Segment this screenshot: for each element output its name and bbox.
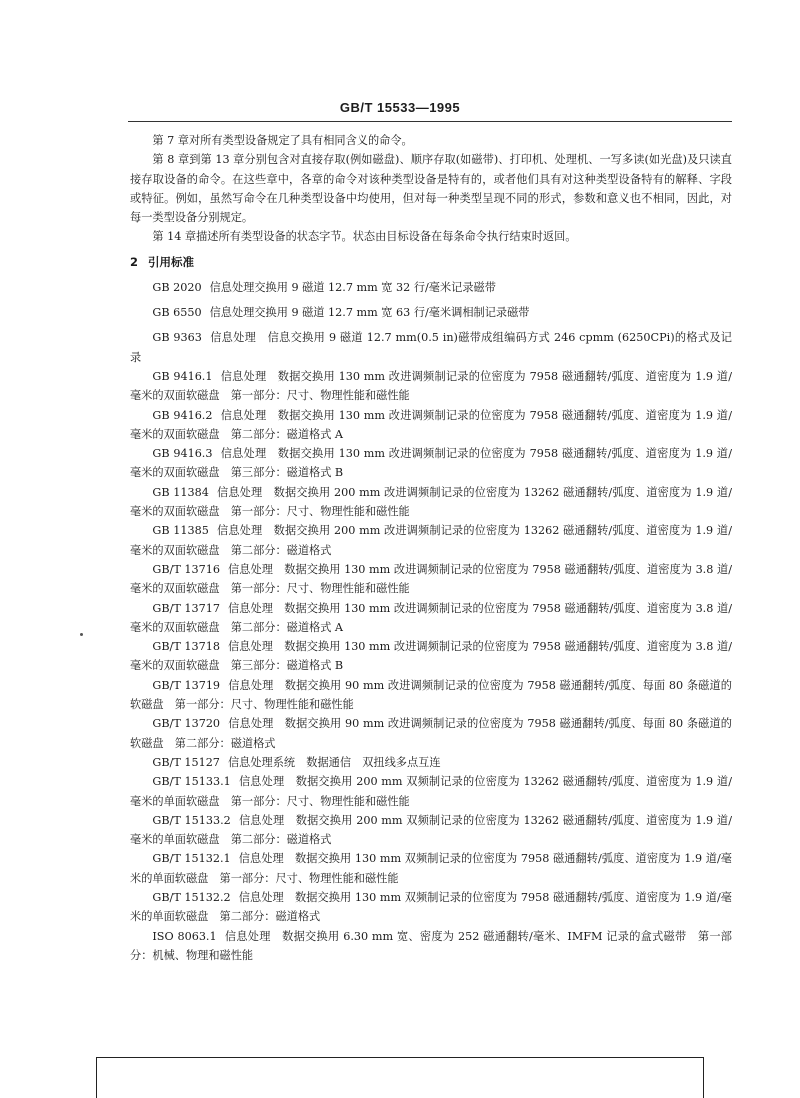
reference-title: 信息处理 数据交换用 130 mm 改进调频制记录的位密度为 7958 磁通翻转/弧度、道密度为 1.9 道/毫米的双面软磁盘 第一部分：尺寸、物理性能和磁性能 (130, 369, 732, 403)
reference-item (130, 753, 732, 772)
section-number: 2 (130, 254, 139, 269)
reference-code: GB 9416.1 (152, 369, 213, 383)
reference-item (130, 483, 732, 522)
reference-title: 信息处理交换用 9 磁道 12.7 mm 宽 32 行/毫米记录磁带 (209, 280, 496, 294)
reference-code: GB 11384 (152, 485, 209, 499)
reference-title: 信息处理交换用 9 磁道 12.7 mm 宽 63 行/毫米调相制记录磁带 (209, 306, 530, 320)
header-rule (128, 121, 732, 122)
reference-item (130, 637, 732, 676)
reference-title: 信息处理 数据交换用 200 mm 双频制记录的位密度为 13262 磁通翻转/弧度、道密度为 1.9 道/毫米的单面软磁盘 第一部分：尺寸、物理性能和磁性能 (130, 775, 732, 808)
reference-title: 信息处理 数据交换用 200 mm 改进调频制记录的位密度为 13262 磁通翻转/弧度、道密度为 1.9 道/毫米的双面软磁盘 第一部分：尺寸、物理性能和磁性能 (130, 485, 732, 519)
reference-title: 信息处理 数据交换用 130 mm 改进调频制记录的位密度为 7958 磁通翻转/弧度、道密度为 3.8 道/毫米的双面软磁盘 第三部分：磁道格式 B (130, 640, 732, 673)
standard-code: GB/T 15533—1995 (339, 100, 461, 115)
reference-code: GB/T 13720 (152, 717, 221, 731)
reference-title: 信息处理 数据交换用 130 mm 改进调频制记录的位密度为 7958 磁通翻转/弧度、道密度为 3.8 道/毫米的双面软磁盘 第一部分：尺寸、物理性能和磁性能 (130, 562, 732, 596)
page-header (0, 100, 800, 115)
intro-paragraph: 第 14 章描述所有类型设备的状态字节。状态由目标设备在每条命令执行结束时返回。 (152, 230, 577, 244)
reference-title: 信息处理 数据交换用 6.30 mm 宽、密度为 252 磁通翻转/毫米、IMFM 记录的盒式磁带 第一部分：机械、物理和磁性能 (130, 929, 732, 962)
reference-code: GB 9363 (152, 331, 202, 345)
reference-item (130, 811, 732, 850)
reference-item (130, 888, 732, 927)
reference-item (130, 444, 732, 483)
reference-item (130, 303, 732, 322)
reference-item (130, 406, 732, 445)
reference-code: GB 2020 (152, 280, 202, 294)
reference-item (130, 560, 732, 599)
intro-paragraph: 第 7 章对所有类型设备规定了具有相同含义的命令。 (152, 134, 413, 147)
reference-code: GB/T 13716 (152, 562, 220, 576)
reference-item (130, 772, 732, 811)
reference-title: 信息处理 数据交换用 130 mm 改进调频制记录的位密度为 7958 磁通翻转/弧度、道密度为 3.8 道/毫米的双面软磁盘 第二部分：磁道格式 A (130, 601, 732, 634)
footer-frame (96, 1057, 704, 1098)
scan-speck (80, 633, 83, 636)
reference-item (130, 714, 732, 753)
reference-code: GB/T 15132.2 (152, 890, 231, 904)
reference-code: GB/T 15132.1 (152, 852, 231, 866)
reference-code: GB 6550 (152, 306, 202, 320)
reference-title: 信息处理 数据交换用 130 mm 双频制记录的位密度为 7958 磁通翻转/弧度、道密度为 1.9 道/毫米的单面软磁盘 第二部分：磁道格式 (130, 890, 732, 924)
reference-code: GB/T 15127 (152, 755, 220, 769)
reference-title: 信息处理 数据交换用 90 mm 改进调频制记录的位密度为 7958 磁通翻转/弧度、每面 80 条磁道的软磁盘 第一部分：尺寸、物理性能和磁性能 (130, 678, 732, 712)
intro-paragraph: 第 8 章到第 13 章分别包含对直接存取(例如磁盘)、顺序存取(如磁带)、打印机、处理机、一写多读(如光盘)及只读直接存取设备的命令。在这些章中，各章的命令对该种类型设备是特有的，或者他们具有对这种类型设备特有的解释、字段或特征。例如，虽然写命令在几种类型设备中均使用，但对每一种类型呈现不同的形式，参数和意义也不相同，因此，对每一类型设备分别规定。 (130, 153, 732, 225)
reference-title: 信息处理 数据交换用 90 mm 改进调频制记录的位密度为 7958 磁通翻转/弧度、每面 80 条磁道的软磁盘 第二部分：磁道格式 (130, 717, 732, 750)
reference-code: GB 9416.2 (152, 408, 213, 422)
reference-item (130, 521, 732, 560)
reference-code: GB/T 13719 (152, 678, 221, 692)
reference-title: 信息处理 数据交换用 200 mm 双频制记录的位密度为 13262 磁通翻转/弧度、道密度为 1.9 道/毫米的单面软磁盘 第二部分：磁道格式 (130, 813, 732, 847)
reference-title: 信息处理 数据交换用 130 mm 双频制记录的位密度为 7958 磁通翻转/弧度、道密度为 1.9 道/毫米的单面软磁盘 第一部分：尺寸、物理性能和磁性能 (130, 852, 732, 885)
reference-code: GB 9416.3 (152, 447, 213, 461)
reference-title: 信息处理 信息交换用 9 磁道 12.7 mm(0.5 in)磁带成组编码方式 246 cpmm (6250CPi)的格式及记录 (130, 331, 732, 364)
reference-item (130, 927, 732, 966)
reference-code: GB/T 15133.2 (152, 813, 231, 827)
reference-code: GB 11385 (152, 524, 209, 538)
reference-code: GB/T 13717 (152, 601, 220, 615)
reference-code: ISO 8063.1 (152, 929, 217, 943)
reference-title: 信息处理 数据交换用 200 mm 改进调频制记录的位密度为 13262 磁通翻转/弧度、道密度为 1.9 道/毫米的双面软磁盘 第二部分：磁道格式 (130, 524, 732, 557)
reference-title: 信息处理 数据交换用 130 mm 改进调频制记录的位密度为 7958 磁通翻转/弧度、道密度为 1.9 道/毫米的双面软磁盘 第三部分：磁道格式 B (130, 447, 732, 480)
reference-item (130, 849, 732, 888)
reference-code: GB/T 15133.1 (152, 775, 231, 789)
reference-title: 信息处理系统 数据通信 双扭线多点互连 (227, 755, 441, 769)
reference-item (130, 328, 732, 367)
reference-item (130, 278, 732, 297)
reference-code: GB/T 13718 (152, 640, 220, 654)
reference-title: 信息处理 数据交换用 130 mm 改进调频制记录的位密度为 7958 磁通翻转/弧度、道密度为 1.9 道/毫米的双面软磁盘 第二部分：磁道格式 A (130, 408, 732, 441)
reference-item (130, 599, 732, 638)
section-title: 引用标准 (148, 254, 195, 269)
section-heading (130, 253, 732, 272)
document-body (130, 131, 732, 965)
reference-list (130, 278, 732, 965)
reference-item (130, 367, 732, 406)
reference-item (130, 676, 732, 715)
